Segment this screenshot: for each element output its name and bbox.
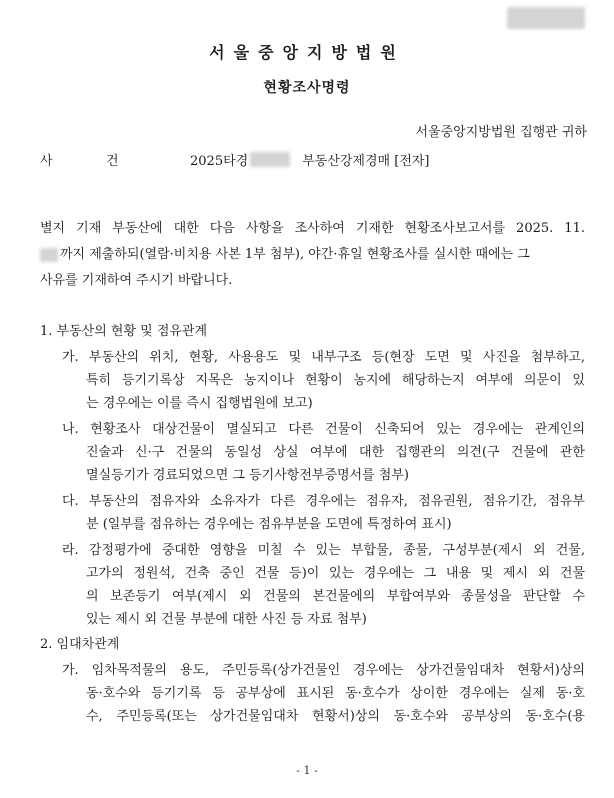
section-1d-line-2: 고가의 정원석, 건축 중인 건물 등)이 있는 경우에는 그 내용 및 제시 외 건물 (86, 566, 585, 581)
section-2a-line-3: 수, 주민등록(또는 상가건물임대차 현황서)상의 동·호수와 공부상의 동·호수(용 (86, 709, 585, 724)
intro-line-2-text: 까지 제출하되(열람·비치용 사본 1부 첨부), 야간·휴일 현황조사를 실시한 때에는 그 (60, 247, 530, 262)
recipient-line: 서울중앙지방법원 집행관 귀하 (415, 125, 587, 140)
section-1b-line-1: 나. 현황조사 대상건물이 멸실되고 다른 건물이 신축되어 있는 경우에는 관계인의 (62, 422, 585, 437)
case-label-1: 사 (40, 154, 53, 169)
redacted-case-number (250, 152, 290, 167)
case-label-2: 건 (106, 154, 119, 169)
page-number: - 1 - (296, 764, 318, 777)
section-1c-line-2: 분 (일부를 점유하는 경우에는 점유부분을 도면에 특정하여 표시) (86, 517, 452, 532)
case-number-prefix: 2025타경 (190, 154, 249, 169)
section-1d-line-3: 의 보존등기 여부(제시 외 건물의 본건물에의 부합여부와 종물성을 판단할 수 (86, 589, 585, 604)
intro-line-1: 별지 기재 부동산에 대한 다음 사항을 조사하여 기재한 현황조사보고서를 2025. 11. (40, 221, 585, 236)
section-1d-line-1: 라. 감정평가에 중대한 영향을 미칠 수 있는 부합물, 종물, 구성부분(제시 외 건물, (62, 543, 585, 558)
section-1b-line-3: 멸실등기가 경료되었으면 그 등기사항전부증명서를 첨부) (86, 468, 409, 483)
section-1c-line-1: 다. 부동산의 점유자와 소유자가 다른 경우에는 점유자, 점유권원, 점유기간, 점유부 (62, 494, 585, 509)
section-1a-line-1: 가. 부동산의 위치, 현황, 사용용도 및 내부구조 등(현장 도면 및 사진을 첨부하고, (62, 350, 585, 365)
section-2a-line-2: 동·호수와 등기기록 등 공부상에 표시된 동·호수가 상이한 경우에는 실제 동·호 (86, 686, 585, 701)
section-2-heading: 2. 임대차관계 (40, 637, 120, 652)
section-1-heading: 1. 부동산의 현황 및 점유관계 (40, 324, 208, 339)
section-1b-line-2: 진술과 신·구 건물의 동일성 상실 여부에 대한 집행관의 의견(구 건물에 관한 (86, 445, 585, 460)
section-2a-line-1: 가. 임차목적물의 용도, 주민등록(상가건물인 경우에는 상가건물임대차 현황서)상의 (62, 663, 585, 678)
redacted-date (40, 248, 58, 262)
intro-line-3: 사유를 기재하여 주시기 바랍니다. (40, 273, 233, 288)
court-title: 서울중앙지방법원 (209, 43, 405, 62)
intro-line-2 (40, 243, 530, 262)
section-1a-line-2: 특히 등기기록상 지목은 농지이나 현황이 농지에 해당하는지 여부에 의문이 있 (86, 373, 585, 388)
section-1d-line-4: 있는 제시 외 건물 부분에 대한 사진 등 자료 첨부) (86, 612, 367, 627)
case-type: 부동산강제경매 [전자] (302, 154, 430, 169)
order-title: 현황조사명령 (263, 80, 351, 96)
case-row (40, 150, 430, 169)
redacted-document-number (507, 7, 585, 29)
section-1a-line-3: 는 경우에는 이를 즉시 집행법원에 보고) (86, 396, 313, 411)
